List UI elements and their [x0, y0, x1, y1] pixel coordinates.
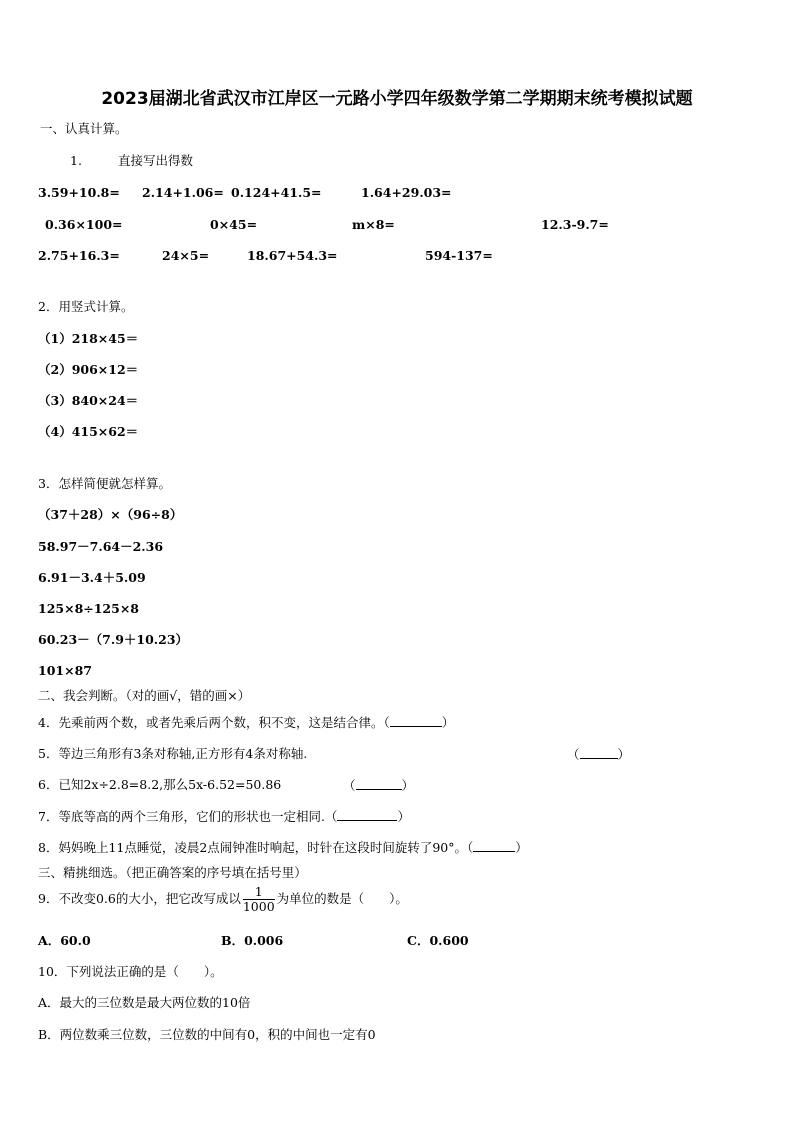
- question-4: [38, 715, 454, 730]
- q1-expr: m×8=: [352, 217, 395, 232]
- question-4-text: 4．先乘前两个数，或者先乘后两个数，积不变，这是结合律。（: [38, 715, 390, 730]
- q1-number: 1.: [70, 153, 82, 168]
- question-6-text: 6．已知2x÷2.8=8.2,那么5x-6.52=50.86: [38, 777, 282, 792]
- question-9: [38, 885, 408, 914]
- q3-item: 6.91－3.4＋5.09: [38, 570, 146, 585]
- q2-item: （4）415×62＝: [38, 424, 139, 439]
- question-6-answer: [343, 778, 414, 793]
- open-paren: （: [567, 747, 580, 762]
- fraction-denominator: 1000: [242, 898, 275, 914]
- q3-item: 125×8÷125×8: [38, 601, 140, 616]
- q1-expr: 2.14+1.06=: [142, 185, 224, 200]
- section-2-heading: 二、我会判断。（对的画√，错的画×）: [38, 688, 251, 703]
- q3-heading: 3．怎样简便就怎样算。: [38, 476, 171, 491]
- q2-item: （1）218×45＝: [38, 331, 139, 346]
- q1-expr: 0.36×100=: [45, 217, 123, 232]
- q1-expr: 594-137=: [425, 248, 493, 263]
- q10-option-b: B．两位数乘三位数，三位数的中间有0，积的中间也一定有0: [38, 1027, 376, 1042]
- answer-blank[interactable]: [356, 778, 402, 790]
- q1-expr: 3.59+10.8=: [38, 185, 120, 200]
- fraction-numerator: 1: [243, 885, 275, 900]
- q2-heading: 2．用竖式计算。: [38, 299, 134, 314]
- q3-item: （37＋28）×（96÷8）: [38, 507, 183, 522]
- q1-expr: 2.75+16.3=: [38, 248, 120, 263]
- q3-item: 101×87: [38, 663, 92, 678]
- q9-option-c: C．0.600: [407, 933, 469, 948]
- q9-option-b: B．0.006: [221, 933, 284, 948]
- q1-expr: 0×45=: [210, 217, 258, 232]
- close-paren: ）: [617, 747, 631, 762]
- q3-item: 60.23－（7.9＋10.23）: [38, 632, 189, 647]
- q1-expr: 12.3-9.7=: [541, 217, 609, 232]
- question-8: [38, 840, 528, 855]
- question-9-prefix: 9．不改变0.6的大小，把它改写成以: [38, 890, 241, 906]
- question-7: [38, 809, 410, 824]
- q1-expr: 1.64+29.03=: [361, 185, 452, 200]
- q9-option-a: A．60.0: [38, 933, 91, 948]
- page-title: 2023届湖北省武汉市江岸区一元路小学四年级数学第二学期期末统考模拟试题: [101, 89, 693, 109]
- fraction: [243, 885, 275, 914]
- close-paren: ）: [515, 840, 528, 855]
- question-9-suffix: 为单位的数是（ ）。: [276, 890, 408, 906]
- q2-item: （2）906×12＝: [38, 362, 139, 377]
- question-5-answer: [567, 747, 630, 762]
- answer-blank[interactable]: [473, 840, 515, 852]
- question-7-text: 7．等底等高的两个三角形，它们的形状也一定相同.（: [38, 809, 338, 824]
- q1-expr: 24×5=: [162, 248, 210, 263]
- section-3-heading: 三、精挑细选。（把正确答案的序号填在括号里）: [38, 865, 307, 880]
- close-paren: ）: [401, 778, 415, 793]
- close-paren: ）: [397, 809, 410, 824]
- close-paren: ）: [441, 715, 455, 730]
- open-paren: （: [343, 778, 356, 793]
- question-10-text: 10．下列说法正确的是（ ）。: [38, 964, 223, 979]
- answer-blank[interactable]: [337, 809, 397, 821]
- q1-instruction: 直接写出得数: [118, 153, 194, 168]
- q2-item: （3）840×24＝: [38, 393, 139, 408]
- q10-option-a: A．最大的三位数是最大两位数的10倍: [38, 995, 251, 1010]
- answer-blank[interactable]: [390, 715, 442, 727]
- q3-item: 58.97－7.64－2.36: [38, 539, 164, 554]
- q1-expr: 0.124+41.5=: [231, 185, 322, 200]
- answer-blank[interactable]: [580, 747, 618, 759]
- question-8-text: 8．妈妈晚上11点睡觉，凌晨2点闹钟准时响起，时针在这段时间旋转了90°。（: [38, 840, 474, 855]
- q1-expr: 18.67+54.3=: [247, 248, 338, 263]
- section-1-heading: 一、认真计算。: [40, 121, 128, 136]
- question-5-text: 5．等边三角形有3条对称轴,正方形有4条对称轴.: [38, 746, 308, 761]
